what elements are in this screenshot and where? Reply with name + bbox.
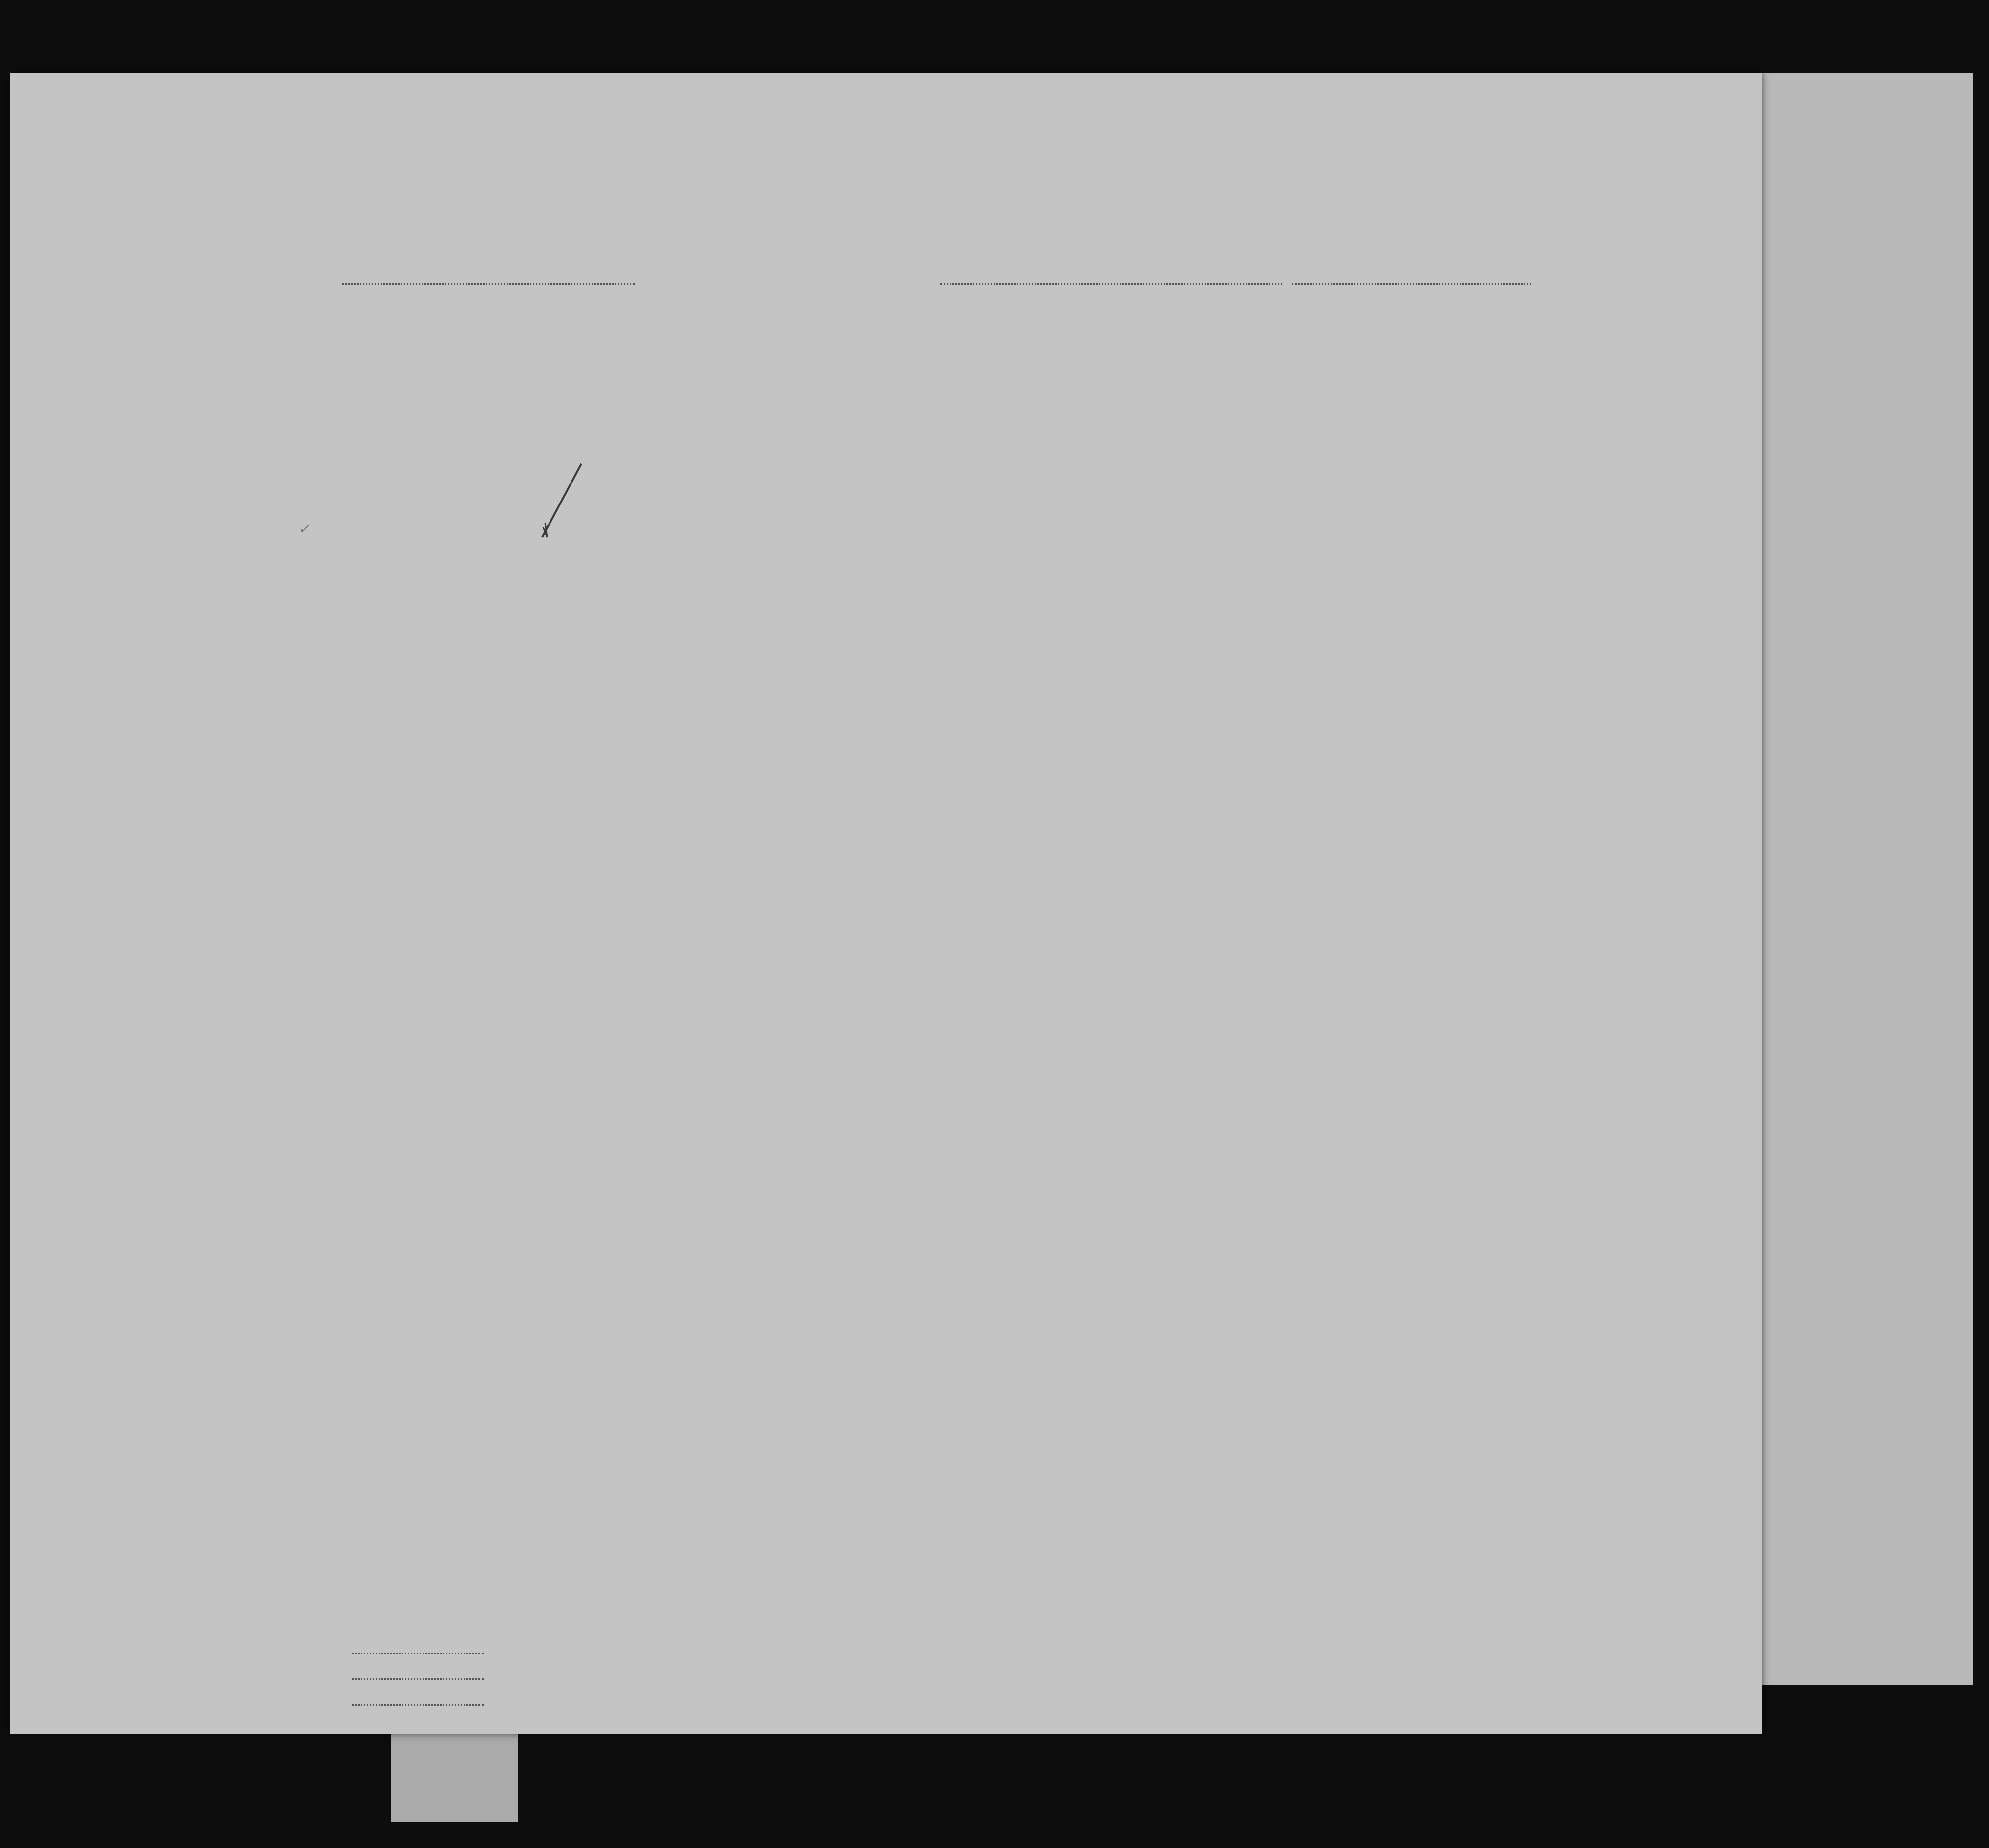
check-slash [513, 454, 611, 552]
totals-dots-1 [352, 1653, 484, 1654]
totals-dots-2 [352, 1678, 484, 1680]
check-mark: ✓ [298, 521, 311, 538]
port-line [940, 283, 1282, 285]
ship-line [342, 283, 635, 285]
date-line [1292, 283, 1531, 285]
totals-dots-3 [352, 1704, 484, 1706]
